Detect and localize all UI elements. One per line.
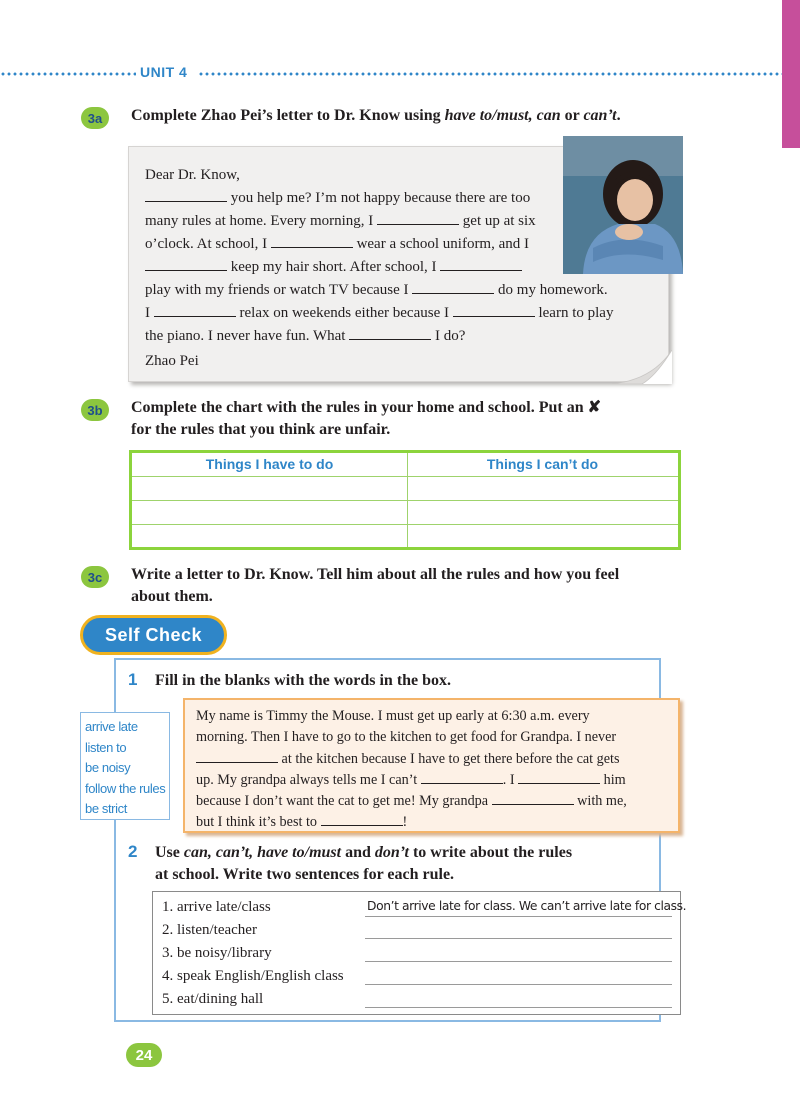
letter-line-5: play with my friends or watch TV because I do my homework. — [145, 279, 608, 302]
letter-blank[interactable] — [145, 256, 227, 271]
section-3a-badge: 3a — [81, 107, 109, 129]
rule-item: 5. eat/dining hall — [162, 991, 264, 1007]
word-item: arrive late — [85, 719, 138, 734]
letter-line-3: o’clock. At school, I wear a school uniform, and I — [145, 233, 529, 256]
letter-line-6: I relax on weekends either because I learn to play — [145, 302, 613, 325]
letter-line-2: many rules at home. Every morning, I get up at six — [145, 210, 536, 233]
rule-item: 1. arrive late/class — [162, 899, 271, 915]
passage-blank[interactable] — [321, 811, 403, 826]
self-check-title: Self Check — [80, 615, 227, 655]
answer-line[interactable] — [365, 961, 672, 962]
letter-signature: Zhao Pei — [145, 353, 199, 369]
passage-blank[interactable] — [518, 769, 600, 784]
chart-row[interactable] — [132, 477, 678, 501]
passage-line-3: at the kitchen because I have to get there before the cat gets — [196, 748, 620, 770]
passage-blank[interactable] — [492, 790, 574, 805]
passage-blank[interactable] — [421, 769, 503, 784]
section-3a-instruction: Complete Zhao Pei’s letter to Dr. Know using have to/must, can or can’t. — [131, 107, 621, 124]
letter-blank[interactable] — [145, 187, 227, 202]
question-2-instruction-line-2: at school. Write two sentences for each rule. — [155, 866, 455, 883]
page-curl-decoration — [612, 350, 672, 384]
word-item: be noisy — [85, 760, 131, 775]
page-number: 24 — [126, 1043, 162, 1067]
answer-line[interactable] — [365, 1007, 672, 1008]
chart-header-have-to: Things I have to do — [205, 456, 334, 472]
header-dotted-line-left — [0, 72, 136, 76]
question-2-number: 2 — [128, 842, 138, 861]
passage-blank[interactable] — [196, 748, 278, 763]
letter-blank[interactable] — [271, 233, 353, 248]
section-3b-instruction-line-2: for the rules that you think are unfair. — [131, 421, 391, 438]
section-3c-instruction-line-1: Write a letter to Dr. Know. Tell him about all the rules and how you feel — [131, 566, 620, 583]
rule-item: 4. speak English/English class — [162, 968, 344, 984]
unit-label: UNIT 4 — [140, 64, 188, 80]
passage-line-6: but I think it’s best to ! — [196, 811, 407, 833]
answer-line[interactable] — [365, 916, 672, 917]
chart-header-cant: Things I can’t do — [486, 456, 599, 472]
letter-blank[interactable] — [440, 256, 522, 271]
letter-blank[interactable] — [453, 302, 535, 317]
section-3b-badge: 3b — [81, 399, 109, 421]
word-box — [80, 712, 170, 820]
letter-blank[interactable] — [412, 279, 494, 294]
section-3c-instruction-line-2: about them. — [131, 588, 213, 605]
word-item: listen to — [85, 739, 127, 755]
answer-line[interactable] — [365, 984, 672, 985]
passage-line-5: because I don’t want the cat to get me! My grandpa with me, — [196, 790, 627, 812]
question-1-instruction: Fill in the blanks with the words in the box. — [155, 672, 452, 689]
passage-line-2: morning. Then I have to go to the kitchen to get food for Grandpa. I never — [196, 729, 617, 745]
letter-line-4: keep my hair short. After school, I — [145, 256, 522, 279]
section-3c-badge: 3c — [81, 566, 109, 588]
passage-line-1: My name is Timmy the Mouse. I must get up early at 6:30 a.m. every — [196, 708, 590, 724]
rules-chart-table — [129, 450, 681, 550]
girl-photo — [563, 136, 683, 274]
answer-line[interactable] — [365, 938, 672, 939]
word-item: be strict — [85, 801, 127, 816]
example-answer: Don’t arrive late for class. We can’t arrive late for class. — [367, 899, 687, 913]
header-dotted-line-right — [198, 72, 782, 76]
word-item: follow the rules — [85, 780, 166, 796]
section-3b-instruction-line-1: Complete the chart with the rules in your home and school. Put an ✘ — [131, 399, 601, 416]
page-edge-tab — [782, 0, 800, 148]
question-2-instruction-line-1: Use can, can’t, have to/must and don’t to write about the rules — [155, 844, 573, 861]
letter-line-7: the piano. I never have fun. What I do? — [145, 325, 465, 348]
letter-blank[interactable] — [154, 302, 236, 317]
chart-row[interactable] — [132, 501, 678, 525]
passage-line-4: up. My grandpa always tells me I can’t . I him — [196, 769, 626, 791]
rule-item: 3. be noisy/library — [162, 945, 272, 961]
letter-blank[interactable] — [349, 325, 431, 340]
letter-line-1: you help me? I’m not happy because there are too — [145, 187, 530, 210]
letter-greeting: Dear Dr. Know, — [145, 167, 240, 183]
rule-item: 2. listen/teacher — [162, 922, 257, 938]
question-1-number: 1 — [128, 670, 138, 689]
letter-blank[interactable] — [377, 210, 459, 225]
